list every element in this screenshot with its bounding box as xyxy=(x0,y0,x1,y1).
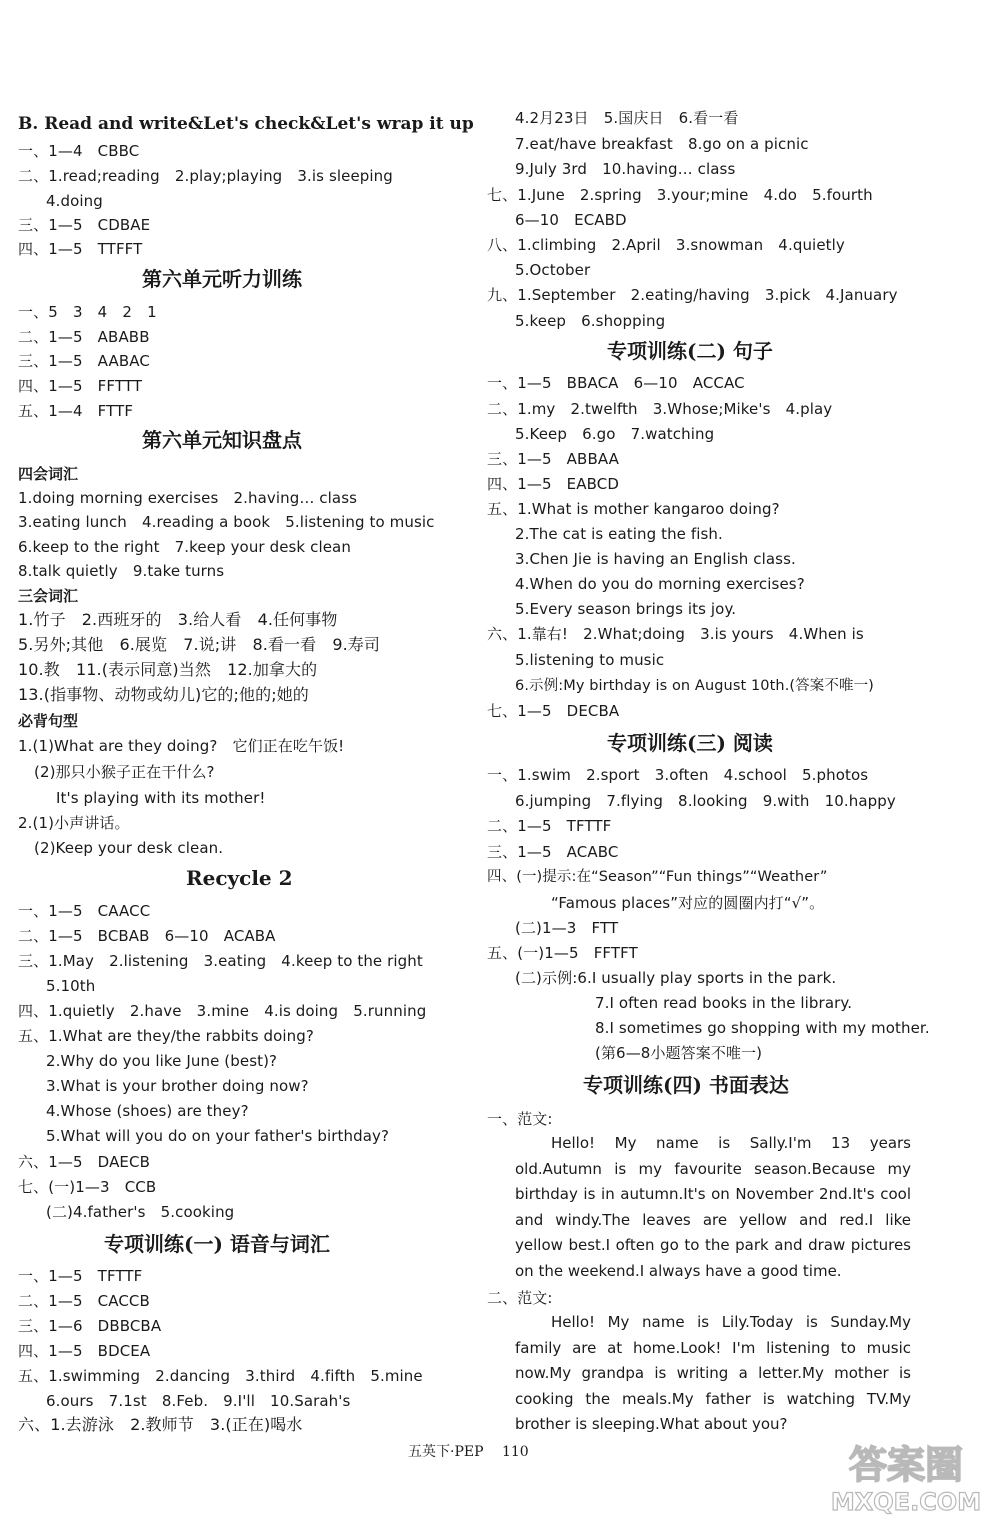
answer-line: 10.教 11.(表示同意)当然 12.加拿大的 xyxy=(18,660,318,679)
page-footer xyxy=(408,1441,529,1461)
answer-line: 五、1.What is mother kangaroo doing? xyxy=(487,500,780,518)
answer-line: 6.ours 7.1st 8.Feb. 9.I'll 10.Sarah's xyxy=(46,1392,351,1410)
answer-line: 一、1—5 BBACA 6—10 ACCAC xyxy=(487,374,745,392)
answer-line: 3.What is your brother doing now? xyxy=(46,1077,309,1095)
answer-line: 二、1—5 ABABB xyxy=(18,328,150,346)
must-recite-heading: 必背句型 xyxy=(18,712,79,730)
answer-line: 三、1—5 ABBAA xyxy=(487,450,619,468)
answer-line: 5.10th xyxy=(46,977,96,995)
answer-line: 五、1.What are they/the rabbits doing? xyxy=(18,1027,314,1045)
answer-line: 5.listening to music xyxy=(515,651,665,669)
answer-line: 三、1—5 CDBAE xyxy=(18,216,151,234)
answer-line: 4.2月23日 5.国庆日 6.看一看 xyxy=(515,109,739,127)
answer-line: 5.What will you do on your father's birthday? xyxy=(46,1127,390,1145)
answer-line: 四、1—5 FFTTT xyxy=(18,377,143,395)
answer-line: 一、1.swim 2.sport 3.often 4.school 5.photos xyxy=(487,766,869,784)
unit6-knowledge-title: 第六单元知识盘点 xyxy=(142,428,302,452)
answer-line: 4.When do you do morning exercises? xyxy=(515,575,805,593)
answer-line: “Famous places”对应的圆圈内打“√”。 xyxy=(551,894,825,912)
answer-line: 7.eat/have breakfast 8.go on a picnic xyxy=(515,135,809,153)
answer-line: 2.(1)小声讲话。 xyxy=(18,814,130,832)
answer-line: 六、1.靠右! 2.What;doing 3.is yours 4.When is xyxy=(487,625,864,643)
watermark-url: MXQE.COM xyxy=(830,1488,982,1516)
footer-label: 五英下·PEP xyxy=(408,1444,484,1460)
answer-line: 一、1—4 CBBC xyxy=(18,142,140,160)
answer-line: 六、1.去游泳 2.教师节 3.(正在)喝水 xyxy=(18,1415,303,1434)
answer-line: 8.talk quietly 9.take turns xyxy=(18,562,225,580)
answer-line: 一、1—5 CAACC xyxy=(18,902,151,920)
answer-line: 5.October xyxy=(515,261,591,279)
section-b-header: B. Read and write&Let's check&Let's wrap it up xyxy=(18,114,474,134)
answer-line: 三、1.May 2.listening 3.eating 4.keep to the right xyxy=(18,952,423,970)
special-training-1-title: 专项训练(一) 语音与词汇 xyxy=(104,1232,330,1256)
three-skill-vocab-heading: 三会词汇 xyxy=(18,587,79,605)
answer-line: 三、1—5 AABAC xyxy=(18,352,150,370)
answer-line: 5.另外;其他 6.展览 7.说;讲 8.看一看 9.寿司 xyxy=(18,635,381,654)
answer-line: 四、1—5 TTFFT xyxy=(18,240,143,258)
answer-line: 七、1.June 2.spring 3.your;mine 4.do 5.fourth xyxy=(487,186,873,204)
answer-line: 八、1.climbing 2.April 3.snowman 4.quietly xyxy=(487,236,845,254)
answer-line: 5.keep 6.shopping xyxy=(515,312,666,330)
answer-line: 一、1—5 TFTTF xyxy=(18,1267,143,1285)
answer-line: (二)4.father's 5.cooking xyxy=(46,1203,235,1221)
answer-line: 2.Why do you like June (best)? xyxy=(46,1052,278,1070)
answer-line: 三、1—6 DBBCBA xyxy=(18,1317,162,1335)
answer-line: (二)1—3 FTT xyxy=(515,919,619,937)
answer-line: 3.eating lunch 4.reading a book 5.listening to music xyxy=(18,513,435,531)
watermark-cn: 答案圈 xyxy=(848,1443,964,1487)
answer-line: 二、1.my 2.twelfth 3.Whose;Mike's 4.play xyxy=(487,400,833,418)
answer-line: 七、1—5 DECBA xyxy=(487,702,620,720)
answer-line: 7.I often read books in the library. xyxy=(595,994,853,1012)
answer-line: 6.jumping 7.flying 8.looking 9.with 10.happy xyxy=(515,792,896,810)
answer-line: 9.July 3rd 10.having… class xyxy=(515,160,736,178)
answer-line: (二)示例:6.I usually play sports in the park. xyxy=(515,969,837,987)
answer-line: 三、1—5 ACABC xyxy=(487,843,619,861)
answer-line: 5.Keep 6.go 7.watching xyxy=(515,425,715,443)
special-training-2-title: 专项训练(二) 句子 xyxy=(607,339,773,363)
answer-line: (2)Keep your desk clean. xyxy=(34,839,224,857)
answer-line: 6.keep to the right 7.keep your desk clean xyxy=(18,538,351,556)
unit6-listening-title: 第六单元听力训练 xyxy=(142,267,302,291)
answer-line: 6.示例:My birthday is on August 10th.(答案不唯一) xyxy=(515,678,874,694)
answer-line: It's playing with its mother! xyxy=(56,789,266,807)
answer-line: 二、1.read;reading 2.play;playing 3.is sleeping xyxy=(18,167,393,185)
answer-line: 8.I sometimes go shopping with my mother. xyxy=(595,1019,930,1037)
answer-line: 二、1—5 CACCB xyxy=(18,1292,150,1310)
answer-line: 四、1—5 EABCD xyxy=(487,475,619,493)
special-training-4-title: 专项训练(四) 书面表达 xyxy=(583,1073,789,1097)
answer-line: 九、1.September 2.eating/having 3.pick 4.January xyxy=(487,286,898,304)
answer-line: 六、1—5 DAECB xyxy=(18,1153,150,1171)
page-number: 110 xyxy=(501,1444,529,1460)
answer-line: 1.doing morning exercises 2.having… class xyxy=(18,489,358,507)
answer-line: 4.Whose (shoes) are they? xyxy=(46,1102,249,1120)
answer-line: 五、1—4 FTTF xyxy=(18,402,134,420)
essay2-text: Hello! My name is Lily.Today is Sunday.My family are at home.Look! I'm listening to music now.My grandpa is writing a letter.My mother is cooking the meals.My father is watching TV.My brother is sleeping.What about you? xyxy=(515,1313,911,1433)
answer-line: 四、1—5 BDCEA xyxy=(18,1342,151,1360)
answer-line: 二、1—5 TFTTF xyxy=(487,817,612,835)
answer-line: 七、(一)1—3 CCB xyxy=(18,1178,157,1196)
answer-line: 3.Chen Jie is having an English class. xyxy=(515,550,796,568)
answer-line: 13.(指事物、动物或幼儿)它的;他的;她的 xyxy=(18,685,309,704)
watermark-logo-icon xyxy=(820,1436,992,1516)
answer-line: 6—10 ECABD xyxy=(515,211,627,229)
answer-line: 2.The cat is eating the fish. xyxy=(515,525,723,543)
answer-line: 5.Every season brings its joy. xyxy=(515,600,737,618)
answer-line: 1.(1)What are they doing? 它们正在吃午饭! xyxy=(18,737,345,755)
four-skill-vocab-heading: 四会词汇 xyxy=(18,465,79,483)
answer-line: (2)那只小猴子正在干什么? xyxy=(34,763,215,781)
answer-line: (第6—8小题答案不唯一) xyxy=(595,1044,763,1062)
answer-line: 4.doing xyxy=(46,192,103,210)
answer-line: 二、1—5 BCBAB 6—10 ACABA xyxy=(18,927,276,945)
recycle2-title: Recycle 2 xyxy=(186,866,293,890)
answer-line: 1.竹子 2.西班牙的 3.给人看 4.任何事物 xyxy=(18,610,338,629)
special-training-3-title: 专项训练(三) 阅读 xyxy=(607,731,773,755)
essay1-label: 一、范文: xyxy=(487,1110,553,1128)
answer-line: 五、1.swimming 2.dancing 3.third 4.fifth 5.mine xyxy=(18,1367,423,1385)
answer-line: 五、(一)1—5 FFTFT xyxy=(487,944,638,962)
essay1-text: Hello! My name is Sally.I'm 13 years old.Autumn is my favourite season.Because my birthday is in autumn.It's on November 2nd.It's cool and windy.The leaves are yellow and red.I like yellow best.I often go to the park and draw pictures on the weekend.I always have a good time. xyxy=(515,1134,911,1280)
answer-line: 四、(一)提示:在“Season”“Fun things”“Weather” xyxy=(487,869,828,885)
answer-line: 四、1.quietly 2.have 3.mine 4.is doing 5.running xyxy=(18,1002,427,1020)
answer-line: 一、5 3 4 2 1 xyxy=(18,303,157,321)
essay2-label: 二、范文: xyxy=(487,1289,553,1307)
watermark-logo xyxy=(820,1436,992,1516)
